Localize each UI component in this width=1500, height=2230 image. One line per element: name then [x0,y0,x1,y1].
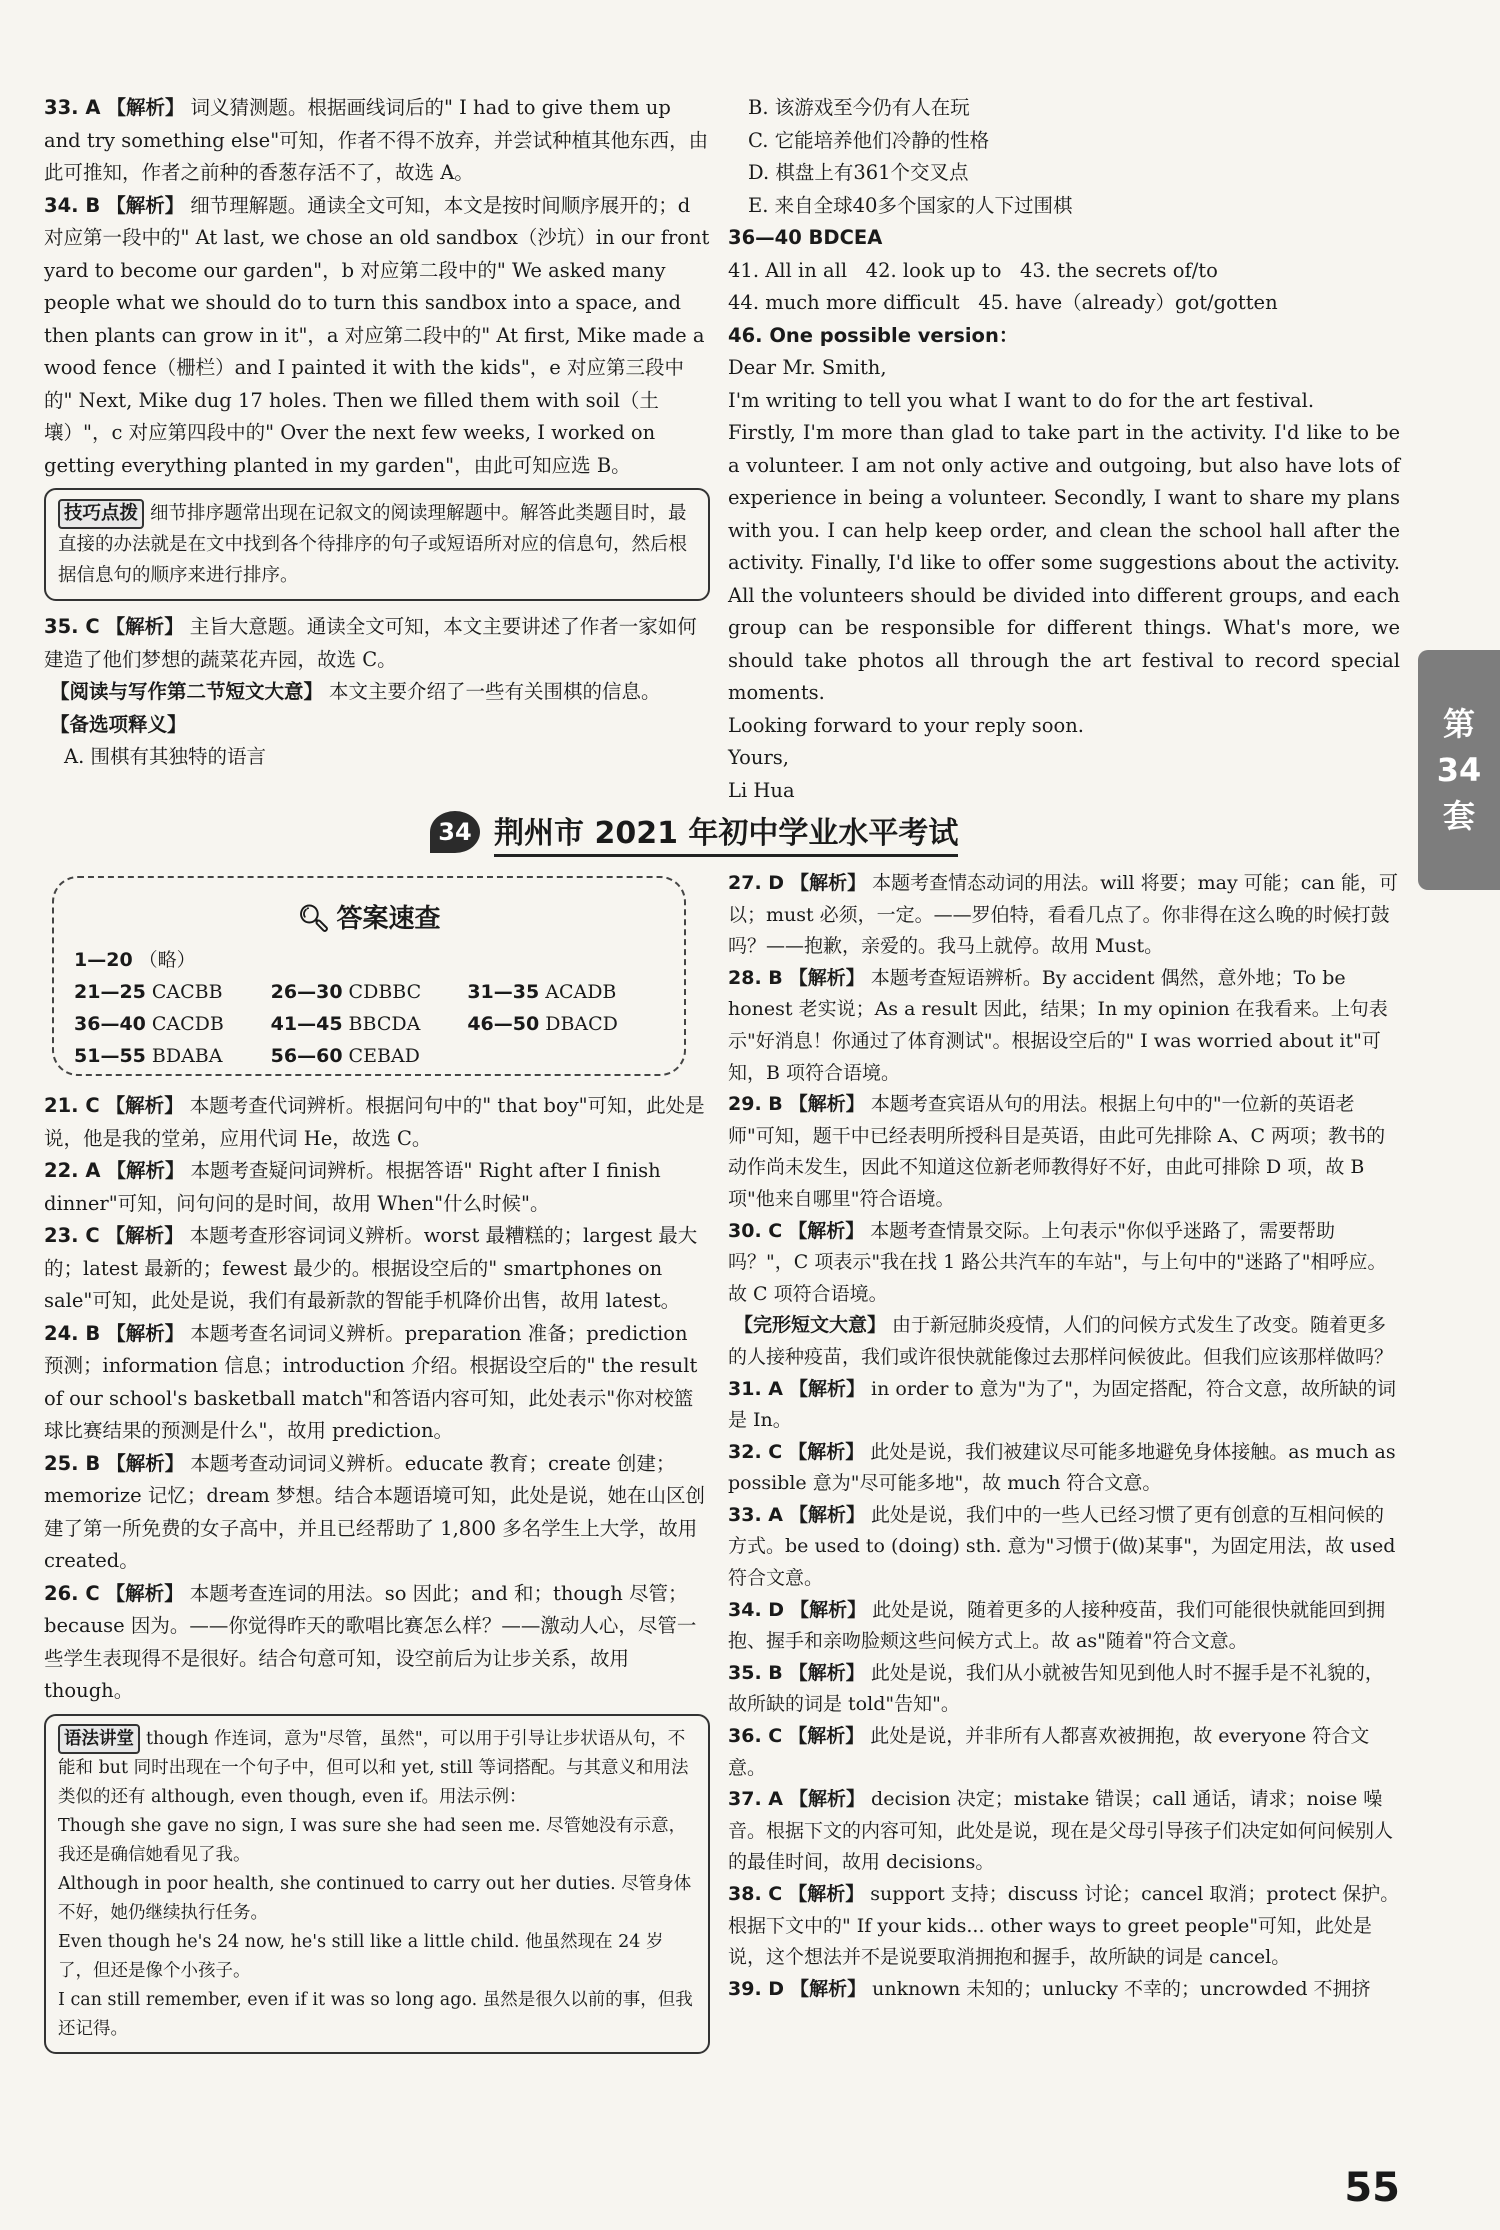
answer-39: 39. D【 解析 】 unknown 未知的；unlucky 不幸的；uncrowded 不拥挤 [728,1974,1400,2006]
answer-41-43: 41. All in all 42. look up to 43. the secrets of/to [728,258,1218,282]
bottom-right-column [728,868,1400,2005]
answer-cell: 36—40 CACDB [74,1013,224,1035]
reading-summary: 【 阅读与写作第二节短文大意 】 本文主要介绍了一些有关围棋的信息。 [44,676,710,709]
answer-29: 29. B【 解析 】 本题考查宾语从句的用法。根据上句中的"一位新的英语老师"可知，题干中已经表明所授科目是英语，由此可先排除 A、C 两项；教书的动作尚未发生，因此不知道这位新老师教得好不好，由此可排除 D 项，故 B 项"他来自哪里"符合语境。 [728,1089,1400,1215]
answer-cell: 46—50 DBACD [467,1013,618,1035]
answer-24: 24. B【 解析 】 本题考查名词词义辨析。preparation 准备；prediction 预测；information 信息；introduction 介绍。根据设空后的" the result of our school's basketball match"和答语内容可知，此处表示"你对校篮球比赛结果的预测是什么"，故用 prediction。 [44,1318,710,1448]
letter-closing: Yours, [728,746,790,769]
answer-cell: 21—25 CACBB [74,981,223,1003]
letter-paragraph-1: I'm writing to tell you what I want to do for the art festival. [728,388,1315,412]
answer-quick-check-box [52,876,686,1076]
top-right-column [728,92,1400,807]
answer-36b: 36. C【 解析 】 此处是说，并非所有人都喜欢被拥抱，故 everyone 符合文意。 [728,1721,1400,1784]
answer-cell [467,944,664,976]
answer-cell: 26—30 CDBBC [270,981,422,1003]
option-a: A. 围棋有其独特的语言 [64,745,266,768]
writing-title: 46. One possible version： [728,323,1019,347]
answer-cell: 56—60 CEBAD [270,1045,420,1067]
set-number-tab: 第 34 套 [1418,650,1500,890]
page-number: 55 [1344,2165,1400,2211]
grammar-example-1: Though she gave no sign, I was sure she had seen me. 尽管她没有示意，我还是确信她看见了我。 [58,1815,687,1865]
answer-35b: 35. B【 解析 】 此处是说，我们从小就被告知见到他人时不握手是不礼貌的，故所缺的词是 told"告知"。 [728,1658,1400,1721]
letter-signature: Li Hua [728,778,795,802]
answer-31: 31. A【 解析 】 in order to 意为"为了"，为固定搭配，符合文意，故所缺的词是 In。 [728,1374,1400,1437]
answer-cell: 31—35 ACADB [467,981,617,1003]
answer-26: 26. C【 解析 】 本题考查连词的用法。so 因此；and 和；though 尽管；because 因为。——你觉得昨天的歌唱比赛怎么样？——激动人心，尽管一些学生表现得不是很好。结合句意可知，设空前后为让步关系，故用 though。 [44,1578,710,1708]
answer-38: 38. C【 解析 】 support 支持；discuss 讨论；cancel 取消；protect 保护。根据下文中的" If your kids... other ways to greet people"可知，此处是说，这个想法并不是说要取消拥抱和握手，故所缺的词是 cancel。 [728,1879,1400,1974]
answer-21: 21. C【 解析 】 本题考查代词辨析。根据问句中的" that boy"可知，此处是说，他是我的堂弟，应用代词 He，故选 C。 [44,1090,710,1155]
tip-box: 技巧点拨 细节排序题常出现在记叙文的阅读理解题中。解答此类题目时，最直接的办法就是在文中找到各个待排序的句子或短语所对应的信息句，然后根据信息句的顺序来进行排序。 [44,488,710,601]
answer-28: 28. B【 解析 】 本题考查短语辨析。By accident 偶然，意外地；To be honest 老实说；As a result 因此，结果；In my opinion 在我看来。上句表示"好消息！你通过了体育测试"。根据设空后的" I was worried about it"可知，B 项符合语境。 [728,963,1400,1089]
options-title: 【 备选项释义 】 [44,709,710,742]
answer-25: 25. B【 解析 】 本题考查动词词义辨析。educate 教育；create 创建；memorize 记忆；dream 梦想。结合本题语境可知，此处是说，她在山区创建了第一所免费的女子高中，并且已经帮助了 1,800 多名学生上大学，故用 created。 [44,1448,710,1578]
grammar-example-2: Although in poor health, she continued to carry out her duties. 尽管身体不好，她仍继续执行任务。 [58,1873,692,1923]
magnifier-icon: 🔍︎ [297,904,331,934]
option-e: E. 来自全球40多个国家的人下过围棋 [748,193,1073,217]
answer-22: 22. A【 解析 】 本题考查疑问词辨析。根据答语" Right after I finish dinner"可知，问句问的是时间，故用 When"什么时候"。 [44,1155,710,1220]
answer-44-45: 44. much more difficult 45. have（already）got/gotten [728,291,1278,314]
answer-cell: 51—55 BDABA [74,1045,223,1067]
option-d: D. 棋盘上有361个交叉点 [748,161,969,184]
grammar-box-title: 语法讲堂 [58,1724,140,1754]
answer-37: 37. A【 解析 】 decision 决定；mistake 错误；call 通话，请求；noise 噪音。根据下文的内容可知，此处是说，现在是父母引导孩子们决定如何问候别人的最佳时间，故用 decisions。 [728,1784,1400,1879]
answer-27: 27. D【 解析 】 本题考查情态动词的用法。will 将要；may 可能；can 能，可以；must 必须，一定。——罗伯特，看看几点了。你非得在这么晚的时候打鼓吗？——抱歉，亲爱的。我马上就停。故用 Must。 [728,868,1400,963]
answer-33b: 33. A【 解析 】 此处是说，我们中的一些人已经习惯了更有创意的互相问候的方式。be used to (doing) sth. 意为"习惯于(做)某事"，为固定用法，故 used 符合文意。 [728,1500,1400,1595]
section-title: 荆州市 2021 年初中学业水平考试 [494,808,958,857]
grammar-example-3: Even though he's 24 now, he's still like a little child. 他虽然现在 24 岁了，但还是像个小孩子。 [58,1931,664,1981]
tip-box-title: 技巧点拨 [58,499,144,529]
cloze-summary: 【 完形短文大意 】 由于新冠肺炎疫情，人们的问候方式发生了改变。随着更多的人接种疫苗，我们或许很快就能像过去那样问候彼此。但我们应该那样做吗？ [728,1310,1400,1373]
section-header [430,805,1050,859]
answer-cell: 1—20 （略） [74,949,196,971]
letter-greeting: Dear Mr. Smith, [728,356,887,379]
letter-paragraph-3: Looking forward to your reply soon. [728,713,1084,737]
bottom-left-column [44,1090,710,2064]
grammar-example-4: I can still remember, even if it was so long ago. 虽然是很久以前的事，但我还记得。 [58,1989,693,2039]
grammar-box: 语法讲堂 though 作连词，意为"尽管，虽然"，可以用于引导让步状语从句，不能和 but 同时出现在一个句子中，但可以和 yet, still 等词搭配。与其意义和用法类似的还有 although, even though, even if。用法示例： Though she gave no sign, I was sure she had seen me. 尽管她没有示意，我还是确信她看见了我。 Although in poor health, she continued to carry out her duties. 尽管身体不好，她仍继续执行任务。 Even though he's 24 now, he's still like a little child. 他虽然现在 24 岁了，但还是像个小孩子。 I can still remember, even if it was so long ago. 虽然是很久以前的事，但我还记得。 [44,1714,710,2054]
section-number: 34 [430,811,480,853]
answer-34b: 34. D【 解析 】 此处是说，随着更多的人接种疫苗，我们可能很快就能回到拥抱、握手和亲吻脸颊这些问候方式上。故 as"随着"符合文意。 [728,1595,1400,1658]
top-left-column [44,92,710,774]
answer-30: 30. C【 解析 】 本题考查情景交际。上句表示"你似乎迷路了，需要帮助吗？"，C 项表示"我在找 1 路公共汽车的车站"，与上句中的"迷路了"相呼应。故 C 项符合语境。 [728,1216,1400,1311]
option-c: C. 它能培养他们冷静的性格 [748,128,990,152]
answer-33: 33. A【 解析 】 词义猜测题。根据画线词后的" I had to give them up and try something else"可知，作者不得不放弃，并尝试种植其他东西，由此可推知，作者之前种的香葱存活不了，故选 A。 [44,92,710,190]
answer-box-title: 🔍︎ 答案速查 [297,904,441,934]
answer-36-40: 36—40 BDCEA [728,226,883,249]
letter-paragraph-2: Firstly, I'm more than glad to take part in the activity. I'd like to be a volunteer. I am not only active and outgoing, but also have lots of experience in being a volunteer. Secondly, I want to share my plans with you. I can help keep order, and clean the school hall after the activity. Finally, I'd like to offer some suggestions about the activity. All the volunteers should be divided into different groups, and each group can be responsible for different things. What's more, we should take photos all through the art festival to record special moments. [728,421,1400,704]
answer-34: 34. B【 解析 】 细节理解题。通读全文可知，本文是按时间顺序展开的；d 对应第一段中的" At last, we chose an old sandbox（沙坑）in our front yard to become our garden"，b 对应第二段中的" We asked many people what we should do to turn this sandbox into a space, and then plants can grow in it"，a 对应第二段中的" At first, Mike made a wood fence（栅栏）and I painted it with the kids"，e 对应第三段中的" Next, Mike dug 17 holes. Then we filled them with soil（土壤）"，c 对应第四段中的" Over the next few weeks, I worked on getting everything planted in my garden"，由此可知应选 B。 [44,190,710,483]
answer-32: 32. C【 解析 】 此处是说，我们被建议尽可能多地避免身体接触。as much as possible 意为"尽可能多地"，故 much 符合文意。 [728,1437,1400,1500]
answer-cell [271,944,468,976]
answer-23: 23. C【 解析 】 本题考查形容词词义辨析。worst 最糟糕的；largest 最大的；latest 最新的；fewest 最少的。根据设空后的" smartphones on sale"可知，此处是说，我们有最新款的智能手机降价出售，故用 latest。 [44,1220,710,1318]
answer-cell: 41—45 BBCDA [270,1013,421,1035]
answer-35: 35. C【 解析 】 主旨大意题。通读全文可知，本文主要讲述了作者一家如何建造了他们梦想的蔬菜花卉园，故选 C。 [44,611,710,676]
answer-grid [74,944,664,1072]
option-b: B. 该游戏至今仍有人在玩 [748,96,970,119]
